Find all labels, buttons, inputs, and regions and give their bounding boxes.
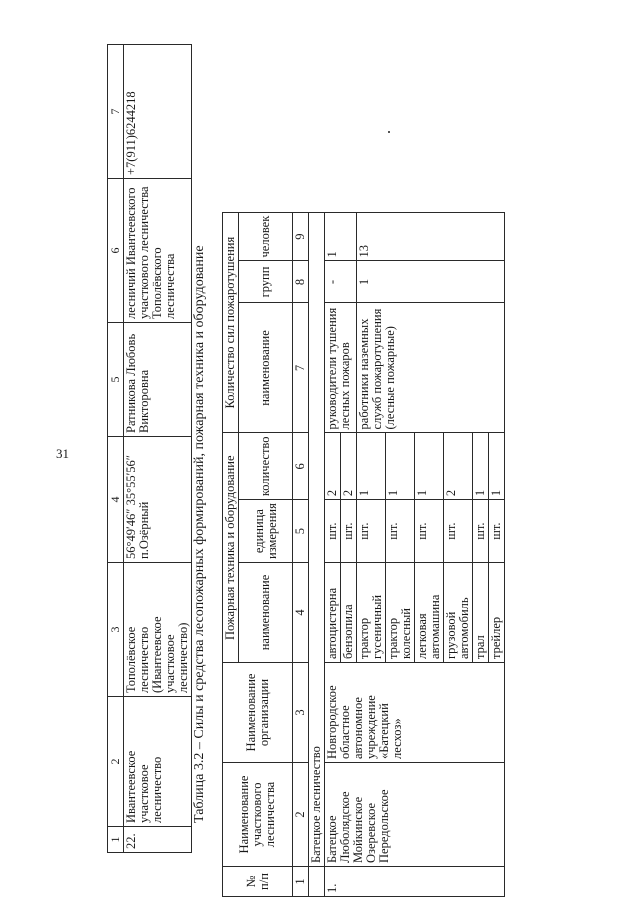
district-item: Передольское [377, 789, 391, 863]
equipment-unit: шт. [489, 500, 505, 563]
col-num: 7 [108, 45, 124, 179]
equipment-name: трал [473, 563, 489, 663]
col-num: 3 [108, 563, 124, 697]
force-name: работники наземных служб пожаротушения (лесные пожарные) [357, 303, 505, 433]
header-district: Наименование участкового лесничества [223, 763, 293, 867]
force-people: 13 [357, 212, 505, 261]
header-row [223, 212, 239, 896]
district-item: Люболядское [338, 791, 352, 863]
col-num: 1 [293, 867, 309, 897]
section-title: Батецкое лесничество [309, 212, 325, 866]
row-number: 1. [325, 867, 505, 897]
person-cell: Ратникова Любовь Викторовна [124, 323, 192, 437]
organization-cell: Новгородское областное автономное учреждение «Батецкий лесхоз» [325, 663, 505, 763]
header-f-name: наименование [239, 303, 293, 433]
col-num: 6 [293, 433, 309, 500]
district-item: Озеревское [364, 802, 378, 863]
equipment-unit: шт. [444, 500, 473, 563]
equipment-name: грузовой автомобиль [444, 563, 473, 663]
coordinates-cell: 56°49′46″ 35°55′56″ п.Озёрный [124, 437, 192, 563]
column-number-row [293, 212, 309, 896]
force-groups: - [325, 261, 357, 303]
col-num: 1 [108, 827, 124, 853]
district-list [325, 763, 505, 867]
force-people: 1 [325, 212, 357, 261]
header-eq-name: наименование [239, 563, 293, 663]
equipment-name: трактор гусеничный [357, 563, 386, 663]
header-f-people: человек [239, 212, 293, 261]
header-num: № п/п [223, 867, 293, 897]
col-num: 9 [293, 212, 309, 261]
equipment-name: легковая автомашина [415, 563, 444, 663]
position-cell: лесничий Ивантеевского участкового лесничества Тополёвского лесничества [124, 179, 192, 323]
column-number-row [108, 45, 124, 853]
header-organization: Наименование организации [223, 663, 293, 763]
col-num: 7 [293, 303, 309, 433]
col-num: 8 [293, 261, 309, 303]
header-eq-unit: единица измерения [239, 500, 293, 563]
equipment-qty: 1 [386, 433, 415, 500]
section-num [309, 867, 325, 897]
col-num: 2 [108, 697, 124, 827]
equipment-unit: шт. [386, 500, 415, 563]
section-row [309, 212, 325, 896]
equipment-qty: 1 [415, 433, 444, 500]
equipment-name: автоцистерна [325, 563, 341, 663]
equipment-qty: 1 [357, 433, 386, 500]
header-eq-qty: количество [239, 433, 293, 500]
equipment-unit: шт. [341, 500, 357, 563]
header-forces: Количество сил пожаротушения [223, 212, 239, 433]
header-equipment: Пожарная техника и оборудование [223, 433, 239, 663]
row-number: 22. [124, 827, 192, 853]
equipment-name: трактор колесный [386, 563, 415, 663]
equipment-name: трейлер [489, 563, 505, 663]
force-name: руководители тушения лесных пожаров [325, 303, 357, 433]
phone-cell: +7(911)6244218 [124, 45, 192, 179]
equipment-unit: шт. [473, 500, 489, 563]
col-num: 5 [293, 500, 309, 563]
forces-table [222, 212, 505, 897]
col-num: 3 [293, 663, 309, 763]
equipment-qty: 2 [341, 433, 357, 500]
equipment-unit: шт. [415, 500, 444, 563]
header-f-groups: групп [239, 261, 293, 303]
equipment-qty: 2 [444, 433, 473, 500]
organization-cell: Тополёвское лесничество (Ивантеевское участковое лесничество) [124, 563, 192, 697]
equipment-unit: шт. [357, 500, 386, 563]
district-cell: Ивантеевское участковое лесничество [124, 697, 192, 827]
district-item: Мойкинское [351, 796, 365, 863]
col-num: 4 [293, 563, 309, 663]
table-row [124, 45, 192, 853]
col-num: 6 [108, 179, 124, 323]
equipment-qty: 2 [325, 433, 341, 500]
col-num: 5 [108, 323, 124, 437]
table-row [325, 212, 341, 896]
equipment-name: бензопила [341, 563, 357, 663]
equipment-qty: 1 [473, 433, 489, 500]
col-num: 2 [293, 763, 309, 867]
page-number: 31 [56, 446, 69, 461]
district-item: Батецкое [325, 815, 339, 863]
table-caption: Таблица 3.2 – Силы и средства лесопожарных формирований, пожарная техника и оборудование [192, 245, 207, 823]
equipment-unit: шт. [325, 500, 341, 563]
force-groups: 1 [357, 261, 505, 303]
previous-table [107, 44, 192, 853]
col-num: 4 [108, 437, 124, 563]
equipment-qty: 1 [489, 433, 505, 500]
